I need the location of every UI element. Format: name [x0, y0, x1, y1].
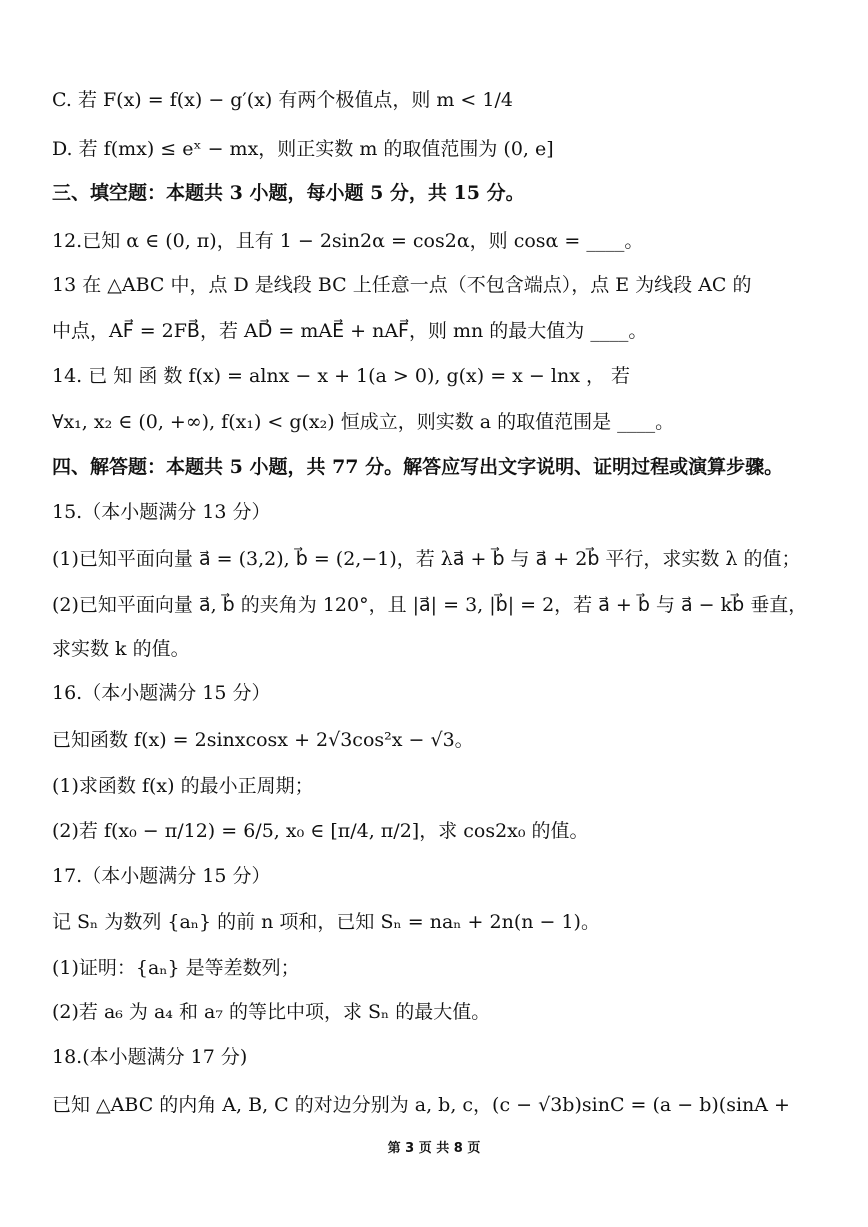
question-18-statement: 已知 △ABC 的内角 A, B, C 的对边分别为 a, b, c，(c − √3b)sinC = (a − b)(sinA + — [52, 1094, 790, 1116]
section-heading-fill-in: 三、填空题：本题共 3 小题，每小题 5 分，共 15 分。 — [52, 182, 525, 204]
question-15-part-1: (1)已知平面向量 a⃗ = (3,2), b⃗ = (2,−1)，若 λa⃗ + b⃗ 与 a⃗ + 2b⃗ 平行，求实数 λ 的值； — [52, 548, 801, 570]
question-16-part-2: (2)若 f(x₀ − π/12) = 6/5, x₀ ∈ [π/4, π/2]，求 cos2x₀ 的值。 — [52, 820, 589, 842]
question-16-header: 16.（本小题满分 15 分） — [52, 682, 271, 704]
page-footer: 第 3 页 共 8 页 — [387, 1141, 481, 1156]
question-17-part-2: (2)若 a₆ 为 a₄ 和 a₇ 的等比中项，求 Sₙ 的最大值。 — [52, 1001, 491, 1023]
question-18-header: 18.(本小题满分 17 分) — [52, 1046, 248, 1068]
question-17-statement: 记 Sₙ 为数列 {aₙ} 的前 n 项和，已知 Sₙ = naₙ + 2n(n − 1)。 — [52, 911, 600, 933]
question-16-function: 已知函数 f(x) = 2sinxcosx + 2√3cos²x − √3。 — [52, 729, 474, 751]
question-17-header: 17.（本小题满分 15 分） — [52, 865, 271, 887]
question-14-line-2: ∀x₁, x₂ ∈ (0, +∞), f(x₁) < g(x₂) 恒成立，则实数 a 的取值范围是 ____。 — [52, 411, 675, 433]
question-13-line-1: 13 在 △ABC 中，点 D 是线段 BC 上任意一点（不包含端点），点 E 为线段 AC 的 — [52, 274, 752, 296]
question-15-part-2-cont: 求实数 k 的值。 — [52, 638, 190, 660]
option-c: C. 若 F(x) = f(x) − g′(x) 有两个极值点，则 m < 1/4 — [52, 89, 513, 111]
section-heading-solutions: 四、解答题：本题共 5 小题，共 77 分。解答应写出文字说明、证明过程或演算步骤。 — [52, 456, 784, 478]
question-16-part-1: (1)求函数 f(x) 的最小正周期； — [52, 775, 314, 797]
question-15-header: 15.（本小题满分 13 分） — [52, 501, 271, 523]
option-d: D. 若 f(mx) ≤ eˣ − mx，则正实数 m 的取值范围为 (0, e] — [52, 138, 554, 160]
question-12: 12.已知 α ∈ (0, π)，且有 1 − 2sin2α = cos2α，则 cosα = ____。 — [52, 230, 644, 252]
question-17-part-1: (1)证明：{aₙ} 是等差数列； — [52, 957, 300, 979]
question-14-line-1: 14. 已 知 函 数 f(x) = alnx − x + 1(a > 0), g(x) = x − lnx ， 若 — [52, 365, 630, 387]
question-15-part-2: (2)已知平面向量 a⃗, b⃗ 的夹角为 120°，且 |a⃗| = 3, |b⃗| = 2，若 a⃗ + b⃗ 与 a⃗ − kb⃗ 垂直， — [52, 594, 808, 616]
question-13-line-2: 中点，AF⃗ = 2FB⃗，若 AD⃗ = mAE⃗ + nAF⃗，则 mn 的最大值为 ____。 — [52, 320, 648, 342]
